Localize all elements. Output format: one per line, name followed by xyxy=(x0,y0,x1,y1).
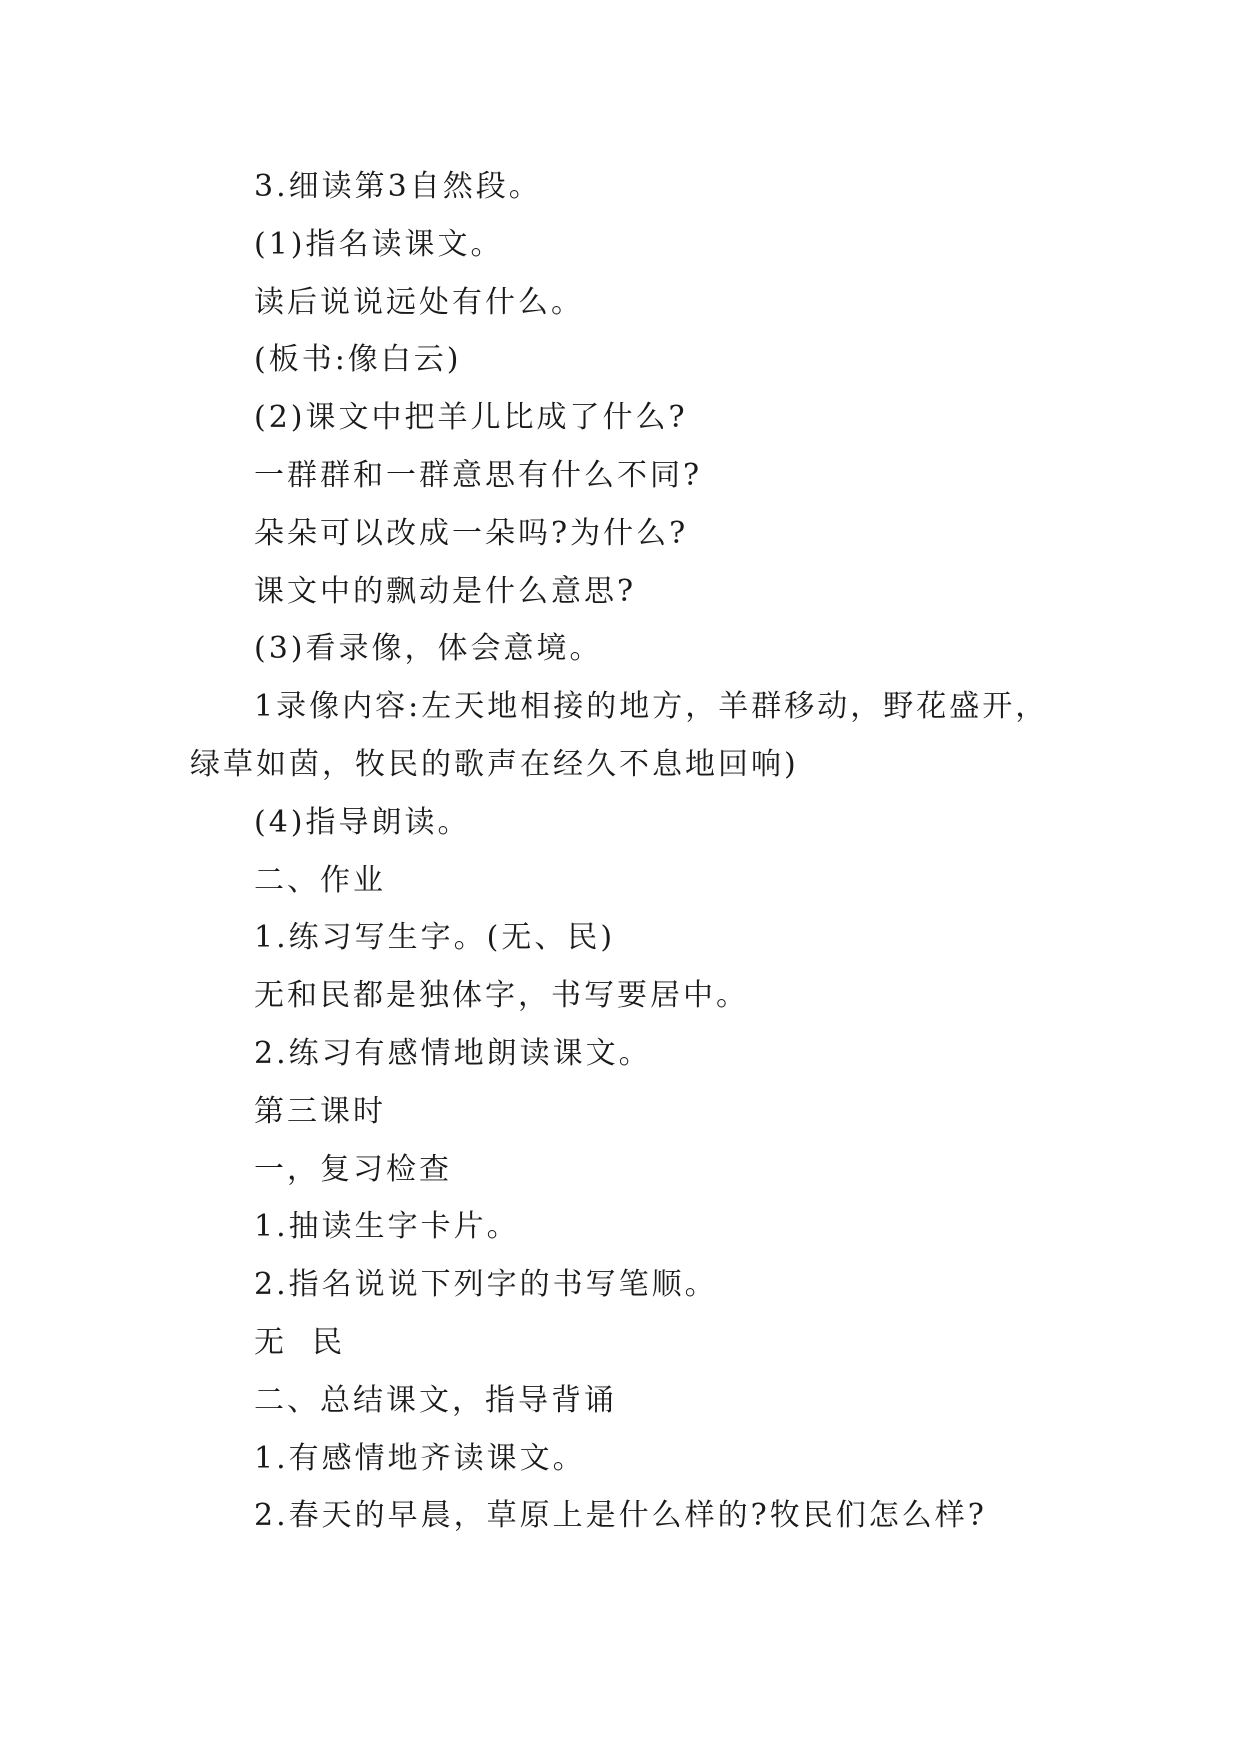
text-line: (4)指导朗读。 xyxy=(254,804,471,840)
text-line: 无 民 xyxy=(254,1324,346,1360)
text-line-continuation: 绿草如茵，牧民的歌声在经久不息地回响) xyxy=(190,746,799,782)
text-line: 一群群和一群意思有什么不同? xyxy=(254,457,703,493)
text-line: 朵朵可以改成一朵吗?为什么? xyxy=(254,515,689,551)
text-line: 3.细读第3自然段。 xyxy=(254,169,542,204)
text-line: 课文中的飘动是什么意思? xyxy=(254,573,637,609)
section-heading: 一，复习检查 xyxy=(254,1151,452,1187)
text-line: (板书:像白云) xyxy=(254,342,462,378)
text-line: 2.练习有感情地朗读课文。 xyxy=(254,1035,652,1071)
text-line: 2.春天的早晨，草原上是什么样的?牧民们怎么样? xyxy=(254,1498,987,1534)
text-line: (1)指名读课文。 xyxy=(254,226,504,262)
lesson-heading: 第三课时 xyxy=(254,1093,386,1129)
text-line: 1.有感情地齐读课文。 xyxy=(254,1440,586,1476)
section-heading: 二、作业 xyxy=(254,862,386,898)
text-line: 1.抽读生字卡片。 xyxy=(254,1209,520,1245)
section-heading: 二、总结课文，指导背诵 xyxy=(254,1382,617,1418)
text-line: 1录像内容:左天地相接的地方，羊群移动，野花盛开， xyxy=(254,689,1049,725)
text-line: 1.练习写生字。(无、民) xyxy=(254,920,616,956)
text-line: 无和民都是独体字，书写要居中。 xyxy=(254,978,749,1014)
document-body xyxy=(190,158,1090,1545)
text-line: (3)看录像，体会意境。 xyxy=(254,631,603,667)
text-line: 读后说说远处有什么。 xyxy=(254,284,584,320)
text-line: 2.指名说说下列字的书写笔顺。 xyxy=(254,1267,718,1303)
text-line: (2)课文中把羊儿比成了什么? xyxy=(254,400,688,436)
